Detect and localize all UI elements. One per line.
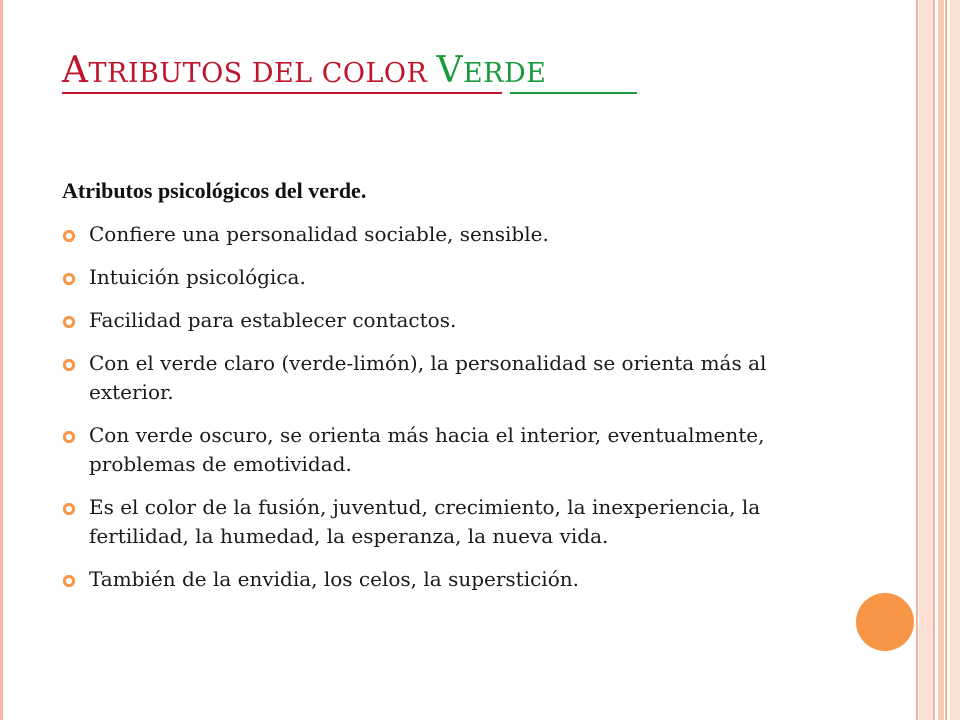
- list-item: [62, 349, 832, 407]
- ring-bullet-icon: [62, 502, 76, 516]
- list-item: [62, 263, 832, 292]
- list-item: [62, 493, 832, 551]
- ring-bullet-icon: [62, 358, 76, 372]
- bullet-list: [62, 220, 832, 608]
- list-item: [62, 306, 832, 335]
- list-item-text: Es el color de la fusión, juventud, crecimiento, la inexperiencia, la fertilidad, la humedad, la esperanza, la nueva vida.: [89, 495, 761, 548]
- ring-bullet-icon: [62, 229, 76, 243]
- left-border-line: [0, 0, 3, 720]
- orange-circle-decoration: [856, 593, 914, 651]
- ring-bullet-icon: [62, 315, 76, 329]
- list-item-text: También de la envidia, los celos, la superstición.: [89, 567, 579, 591]
- right-decorative-bars: [916, 0, 960, 720]
- list-item: [62, 220, 832, 249]
- list-item: [62, 421, 832, 479]
- ring-bullet-icon: [62, 272, 76, 286]
- list-item: [62, 565, 832, 594]
- list-item-text: Confiere una personalidad sociable, sensible.: [89, 222, 549, 246]
- list-item-text: Facilidad para establecer contactos.: [89, 308, 457, 332]
- list-item-text: Con el verde claro (verde-limón), la personalidad se orienta más al exterior.: [89, 351, 767, 404]
- list-item-text: Intuición psicológica.: [89, 265, 306, 289]
- title-underline: [62, 92, 637, 94]
- slide-title: [62, 50, 546, 91]
- list-item-text: Con verde oscuro, se orienta más hacia el interior, eventualmente, problemas de emotividad.: [89, 423, 765, 476]
- title-part-red: ATRIBUTOS DEL COLOR: [62, 50, 437, 91]
- ring-bullet-icon: [62, 430, 76, 444]
- title-part-green: VERDE: [436, 50, 547, 91]
- ring-bullet-icon: [62, 574, 76, 588]
- subheading: Atributos psicológicos del verde.: [62, 178, 367, 203]
